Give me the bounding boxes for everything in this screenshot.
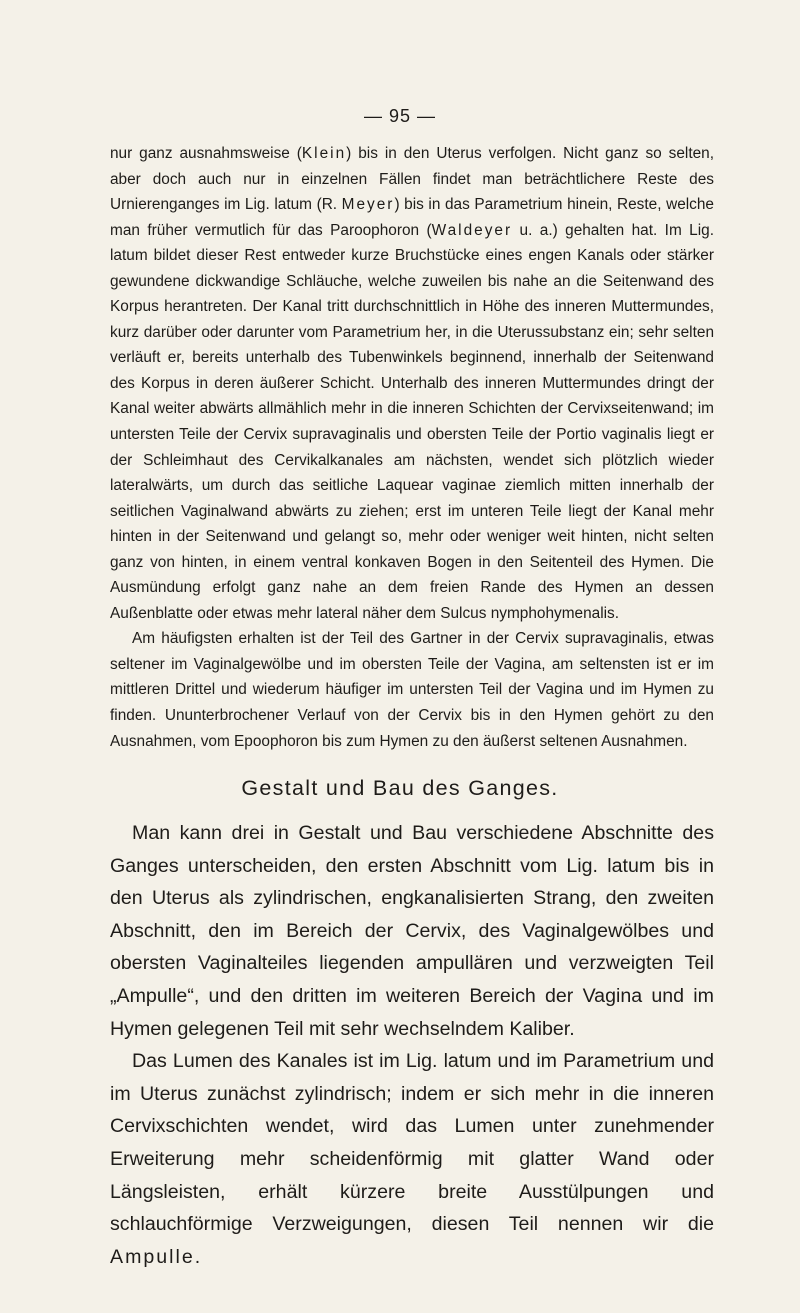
paragraph-gartner-course: nur ganz ausnahmsweise (Klein) bis in den Uterus verfolgen. Nicht ganz so selten, aber doch auch nur in einzelnen Fällen findet man beträchtlichere Reste des Urnierenganges im Lig. latum (R. Meyer) bis in das Parametrium hinein, Reste, welche man früher vermutlich für das Paroophoron (Waldeyer u. a.) gehalten hat. Im Lig. latum bildet dieser Rest entweder kurze Bruchstücke eines engen Kanals oder stärker gewundene dickwandige Schläuche, welche zuweilen bis nahe an die Seitenwand des Korpus herantreten. Der Kanal tritt durchschnittlich in Höhe des inneren Muttermundes, kurz darüber oder darunter vom Parametrium her, in die Uterussubstanz ein; sehr selten verläuft er, bereits unterhalb des Tubenwinkels beginnend, innerhalb der Seitenwand des Korpus in deren äußerer Schicht. Unterhalb des inneren Muttermundes dringt der Kanal weiter abwärts allmählich mehr in die inneren Schichten der Cervixseitenwand; im untersten Teile der Cervix supravaginalis und obersten Teile der Portio vaginalis liegt er der Schleimhaut des Cervikalkanales am nächsten, wendet sich plötzlich wieder lateralwärts, um durch das seitliche Laquear vaginae ziemlich mitten innerhalb der seitlichen Vaginalwand abwärts zu ziehen; erst im unteren Teile liegt der Kanal mehr hinten in der Seitenwand und gelangt so, mehr oder weniger weit hinten, nicht selten ganz von hinten, in einem ventral konkaven Bogen in den Seitenteil des Hymen. Die Ausmündung erfolgt ganz nahe an dem freien Rande des Hymen an dessen Außenblatte oder etwas mehr lateral näher dem Sulcus nymphohymenalis. xyxy=(110,145,715,622)
author-name-klein: Klein xyxy=(301,145,347,162)
small-print-block xyxy=(110,141,714,754)
page-number: — 95 — xyxy=(363,106,437,126)
author-name-waldeyer: Waldeyer xyxy=(431,221,513,239)
paragraph-lumen: Das Lumen des Kanales ist im Lig. latum und im Parametrium und im Uterus zunächst zylindrisch; indem er sich mehr in die inneren Cervixschichten wendet, wird das Lumen unter zunehmender Erweiterung mehr scheidenförmig mit glatter Wand oder Längsleisten, erhält kürzere breite Ausstülpungen und schlauchförmige Verzweigungen, diesen Teil nennen wir die Ampulle. xyxy=(110,1050,714,1268)
author-name-meyer: Meyer xyxy=(341,196,395,214)
paragraph-gartner-frequency: Am häufigsten erhalten ist der Teil des Gartner in der Cervix supravaginalis, etwas seltener im Vaginalgewölbe und im obersten Teile der Vagina, am seltensten ist er im mittleren Drittel und wiederum häufiger im untersten Teil der Vagina und im Hymen zu finden. Ununterbrochener Verlauf von der Cervix bis in den Hymen gehört zu den Ausnahmen, vom Epoophoron bis zum Hymen zu den äußerst seltenen Ausnahmen. xyxy=(110,630,714,750)
term-ampulle: Ampulle xyxy=(110,1245,195,1268)
main-text-block xyxy=(110,817,714,1273)
section-heading: Gestalt und Bau des Ganges. xyxy=(241,776,559,800)
paragraph-three-sections: Man kann drei in Gestalt und Bau verschiedene Abschnitte des Ganges unterscheiden, den ersten Abschnitt vom Lig. latum bis in den Uterus als zylindrischen, engkanalisierten Strang, den zweiten Abschnitt, den im Bereich der Cervix, des Vaginalgewölbes und obersten Vaginalteiles liegenden ampullären und verzweigten Teil „Ampulle“, und den dritten im weiteren Bereich der Vagina und im Hymen gelegenen Teil mit sehr wechselndem Kaliber. xyxy=(110,822,714,1040)
